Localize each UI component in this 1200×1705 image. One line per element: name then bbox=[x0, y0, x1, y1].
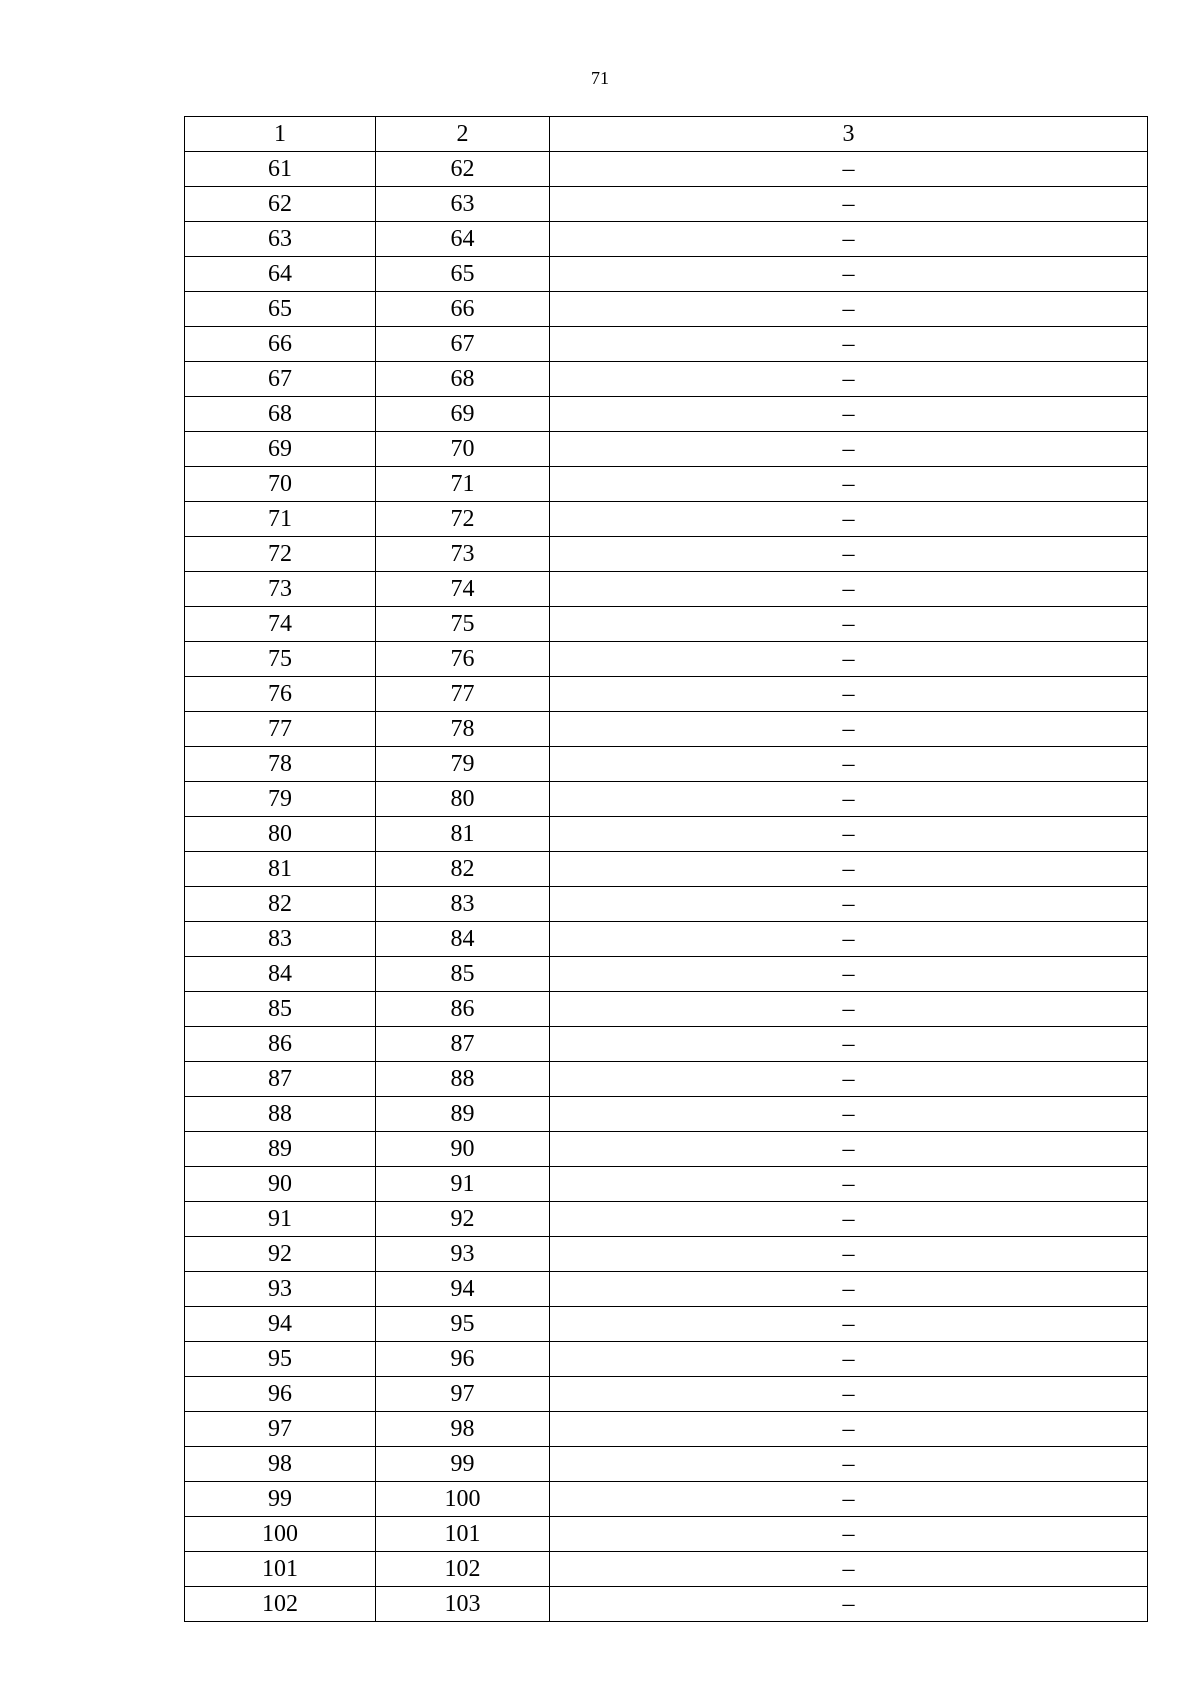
table-cell-col3: – bbox=[550, 957, 1148, 992]
table-cell-col3: – bbox=[550, 1132, 1148, 1167]
table-cell-col1: 67 bbox=[185, 362, 376, 397]
table-cell-col2: 92 bbox=[376, 1202, 550, 1237]
table-row bbox=[185, 1132, 1148, 1167]
table-cell-col2: 77 bbox=[376, 677, 550, 712]
table-cell-col2: 65 bbox=[376, 257, 550, 292]
table-cell-col3: – bbox=[550, 747, 1148, 782]
table-cell-col1: 101 bbox=[185, 1552, 376, 1587]
table-cell-col1: 96 bbox=[185, 1377, 376, 1412]
table-cell-col2: 98 bbox=[376, 1412, 550, 1447]
table-row bbox=[185, 397, 1148, 432]
table-cell-col1: 68 bbox=[185, 397, 376, 432]
table-cell-col2: 68 bbox=[376, 362, 550, 397]
table-row bbox=[185, 852, 1148, 887]
table-cell-col3: – bbox=[550, 432, 1148, 467]
table-cell-col3: – bbox=[550, 257, 1148, 292]
table-cell-col2: 99 bbox=[376, 1447, 550, 1482]
table-cell-col2: 89 bbox=[376, 1097, 550, 1132]
table-cell-col3: – bbox=[550, 1587, 1148, 1622]
table-cell-col1: 92 bbox=[185, 1237, 376, 1272]
table-cell-col2: 62 bbox=[376, 152, 550, 187]
table-row bbox=[185, 1342, 1148, 1377]
table-cell-col3: – bbox=[550, 607, 1148, 642]
table-cell-col1: 99 bbox=[185, 1482, 376, 1517]
table-cell-col3: – bbox=[550, 992, 1148, 1027]
table-row bbox=[185, 1202, 1148, 1237]
table-cell-col3: – bbox=[550, 712, 1148, 747]
table-cell-col3: – bbox=[550, 1552, 1148, 1587]
table-cell-col1: 63 bbox=[185, 222, 376, 257]
table-cell-col3: – bbox=[550, 1482, 1148, 1517]
table-row bbox=[185, 1097, 1148, 1132]
table-cell-col2: 82 bbox=[376, 852, 550, 887]
table-cell-col1: 71 bbox=[185, 502, 376, 537]
table-cell-col1: 62 bbox=[185, 187, 376, 222]
table-cell-col3: – bbox=[550, 1202, 1148, 1237]
table-cell-col2: 87 bbox=[376, 1027, 550, 1062]
table-cell-col1: 75 bbox=[185, 642, 376, 677]
table-cell-col3: – bbox=[550, 1307, 1148, 1342]
table-cell-col3: – bbox=[550, 187, 1148, 222]
page-number: 71 bbox=[591, 68, 609, 88]
table-row bbox=[185, 1482, 1148, 1517]
table-row bbox=[185, 1552, 1148, 1587]
table-row bbox=[185, 922, 1148, 957]
table-cell-col2: 64 bbox=[376, 222, 550, 257]
table-cell-col3: – bbox=[550, 1167, 1148, 1202]
table-cell-col1: 73 bbox=[185, 572, 376, 607]
table-cell-col2: 70 bbox=[376, 432, 550, 467]
header-cell-col1: 1 bbox=[185, 117, 376, 152]
table-cell-col2: 90 bbox=[376, 1132, 550, 1167]
table-cell-col2: 96 bbox=[376, 1342, 550, 1377]
table-cell-col3: – bbox=[550, 222, 1148, 257]
table-cell-col1: 85 bbox=[185, 992, 376, 1027]
table-cell-col3: – bbox=[550, 1097, 1148, 1132]
table-cell-col3: – bbox=[550, 1062, 1148, 1097]
table-cell-col3: – bbox=[550, 1517, 1148, 1552]
table-cell-col1: 82 bbox=[185, 887, 376, 922]
table-cell-col3: – bbox=[550, 852, 1148, 887]
header-cell-col2: 2 bbox=[376, 117, 550, 152]
table-cell-col3: – bbox=[550, 642, 1148, 677]
table-cell-col2: 91 bbox=[376, 1167, 550, 1202]
table-cell-col1: 74 bbox=[185, 607, 376, 642]
table-row bbox=[185, 1062, 1148, 1097]
table-row bbox=[185, 292, 1148, 327]
table-cell-col2: 97 bbox=[376, 1377, 550, 1412]
table-row bbox=[185, 572, 1148, 607]
table-cell-col2: 86 bbox=[376, 992, 550, 1027]
table-cell-col1: 98 bbox=[185, 1447, 376, 1482]
table-cell-col1: 66 bbox=[185, 327, 376, 362]
table-cell-col2: 101 bbox=[376, 1517, 550, 1552]
table-row bbox=[185, 1272, 1148, 1307]
table-cell-col3: – bbox=[550, 327, 1148, 362]
table-row bbox=[185, 992, 1148, 1027]
table-cell-col2: 66 bbox=[376, 292, 550, 327]
table-row bbox=[185, 1307, 1148, 1342]
table-cell-col3: – bbox=[550, 1412, 1148, 1447]
table-cell-col1: 102 bbox=[185, 1587, 376, 1622]
table-cell-col3: – bbox=[550, 1272, 1148, 1307]
table-row bbox=[185, 642, 1148, 677]
table-cell-col1: 95 bbox=[185, 1342, 376, 1377]
table-cell-col3: – bbox=[550, 1377, 1148, 1412]
table-cell-col3: – bbox=[550, 152, 1148, 187]
table-cell-col3: – bbox=[550, 922, 1148, 957]
table-cell-col3: – bbox=[550, 362, 1148, 397]
table-cell-col1: 100 bbox=[185, 1517, 376, 1552]
table-cell-col2: 93 bbox=[376, 1237, 550, 1272]
table-row bbox=[185, 1167, 1148, 1202]
table-row bbox=[185, 537, 1148, 572]
table-cell-col2: 81 bbox=[376, 817, 550, 852]
table-cell-col2: 84 bbox=[376, 922, 550, 957]
table-cell-col1: 65 bbox=[185, 292, 376, 327]
table-cell-col2: 95 bbox=[376, 1307, 550, 1342]
table-cell-col3: – bbox=[550, 397, 1148, 432]
table-row bbox=[185, 712, 1148, 747]
table-cell-col2: 103 bbox=[376, 1587, 550, 1622]
header-cell-col3: 3 bbox=[550, 117, 1148, 152]
table-row bbox=[185, 432, 1148, 467]
table-row bbox=[185, 327, 1148, 362]
table-row bbox=[185, 607, 1148, 642]
table-row bbox=[185, 817, 1148, 852]
table-cell-col2: 100 bbox=[376, 1482, 550, 1517]
table-cell-col2: 79 bbox=[376, 747, 550, 782]
table-cell-col3: – bbox=[550, 292, 1148, 327]
table-cell-col1: 77 bbox=[185, 712, 376, 747]
table-row bbox=[185, 782, 1148, 817]
table-row bbox=[185, 362, 1148, 397]
data-table bbox=[184, 116, 1148, 1622]
table-row bbox=[185, 1237, 1148, 1272]
table-cell-col2: 88 bbox=[376, 1062, 550, 1097]
table-cell-col2: 80 bbox=[376, 782, 550, 817]
table-cell-col2: 94 bbox=[376, 1272, 550, 1307]
table-row bbox=[185, 747, 1148, 782]
table-cell-col2: 72 bbox=[376, 502, 550, 537]
table-row bbox=[185, 187, 1148, 222]
table-cell-col1: 88 bbox=[185, 1097, 376, 1132]
table-cell-col2: 83 bbox=[376, 887, 550, 922]
table-cell-col2: 71 bbox=[376, 467, 550, 502]
table-cell-col3: – bbox=[550, 677, 1148, 712]
table-cell-col1: 81 bbox=[185, 852, 376, 887]
table-row bbox=[185, 1517, 1148, 1552]
table-cell-col1: 84 bbox=[185, 957, 376, 992]
table-row bbox=[185, 502, 1148, 537]
table-cell-col1: 72 bbox=[185, 537, 376, 572]
table-row bbox=[185, 152, 1148, 187]
table-cell-col1: 90 bbox=[185, 1167, 376, 1202]
table-cell-col2: 73 bbox=[376, 537, 550, 572]
table-cell-col2: 76 bbox=[376, 642, 550, 677]
table-cell-col1: 91 bbox=[185, 1202, 376, 1237]
table-cell-col2: 67 bbox=[376, 327, 550, 362]
table-cell-col1: 83 bbox=[185, 922, 376, 957]
table-cell-col1: 76 bbox=[185, 677, 376, 712]
table-cell-col1: 78 bbox=[185, 747, 376, 782]
table-row bbox=[185, 677, 1148, 712]
table-row bbox=[185, 1587, 1148, 1622]
table-cell-col1: 89 bbox=[185, 1132, 376, 1167]
table-cell-col2: 74 bbox=[376, 572, 550, 607]
table-row bbox=[185, 1447, 1148, 1482]
table-cell-col1: 70 bbox=[185, 467, 376, 502]
table-row bbox=[185, 1412, 1148, 1447]
table-row bbox=[185, 257, 1148, 292]
table-row bbox=[185, 467, 1148, 502]
table-cell-col3: – bbox=[550, 817, 1148, 852]
table-cell-col2: 63 bbox=[376, 187, 550, 222]
table-row bbox=[185, 222, 1148, 257]
table-cell-col1: 80 bbox=[185, 817, 376, 852]
table-cell-col1: 64 bbox=[185, 257, 376, 292]
table-row bbox=[185, 1027, 1148, 1062]
table-cell-col3: – bbox=[550, 537, 1148, 572]
table-cell-col2: 85 bbox=[376, 957, 550, 992]
table-cell-col1: 86 bbox=[185, 1027, 376, 1062]
table-cell-col1: 69 bbox=[185, 432, 376, 467]
table-cell-col3: – bbox=[550, 572, 1148, 607]
table-cell-col3: – bbox=[550, 1447, 1148, 1482]
table-cell-col2: 102 bbox=[376, 1552, 550, 1587]
table-cell-col3: – bbox=[550, 887, 1148, 922]
table-cell-col1: 61 bbox=[185, 152, 376, 187]
table-cell-col2: 69 bbox=[376, 397, 550, 432]
table-row bbox=[185, 957, 1148, 992]
table-cell-col1: 97 bbox=[185, 1412, 376, 1447]
table-cell-col3: – bbox=[550, 467, 1148, 502]
table-cell-col1: 93 bbox=[185, 1272, 376, 1307]
table-cell-col1: 87 bbox=[185, 1062, 376, 1097]
table-cell-col3: – bbox=[550, 782, 1148, 817]
table-row bbox=[185, 887, 1148, 922]
table-cell-col2: 78 bbox=[376, 712, 550, 747]
table-cell-col1: 94 bbox=[185, 1307, 376, 1342]
table-cell-col3: – bbox=[550, 1237, 1148, 1272]
table-cell-col3: – bbox=[550, 1342, 1148, 1377]
table-cell-col3: – bbox=[550, 502, 1148, 537]
table-cell-col3: – bbox=[550, 1027, 1148, 1062]
table-cell-col1: 79 bbox=[185, 782, 376, 817]
table-row bbox=[185, 1377, 1148, 1412]
table-header-row bbox=[185, 117, 1148, 152]
table-cell-col2: 75 bbox=[376, 607, 550, 642]
